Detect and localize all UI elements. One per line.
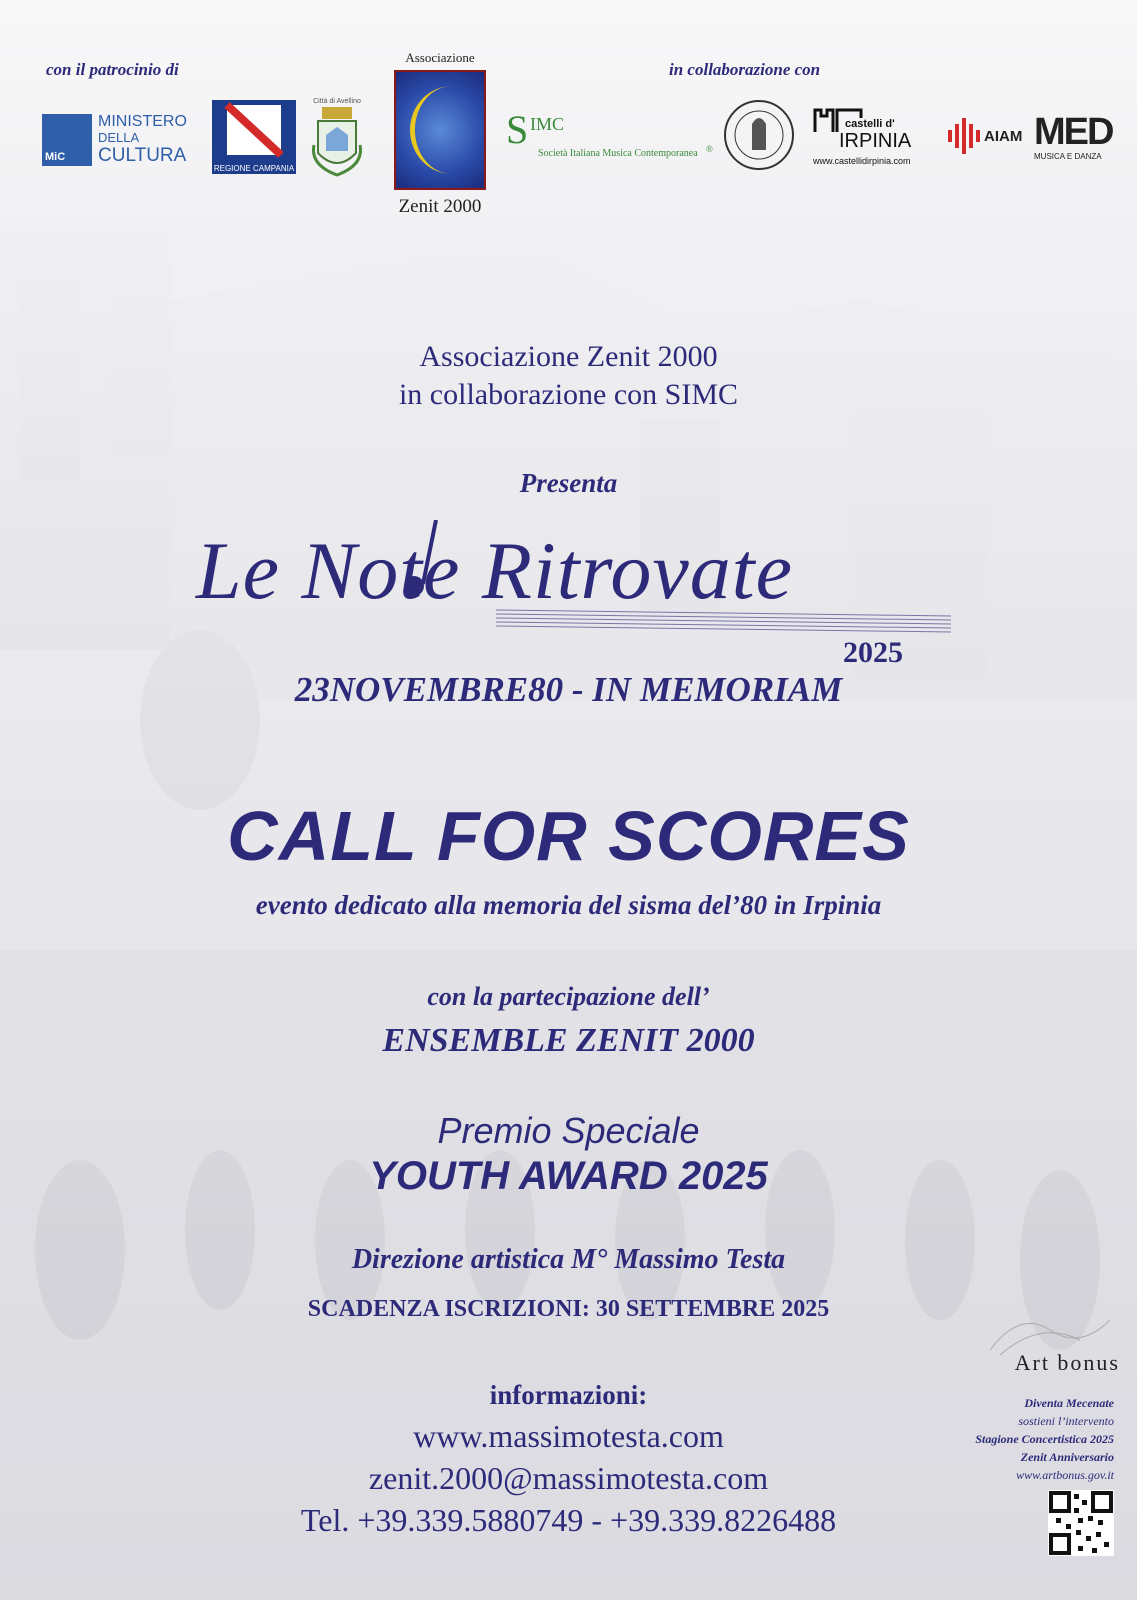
qr-code-icon[interactable] (1048, 1490, 1114, 1556)
contact-phone: Tel. +39.339.5880749 - +39.339.8226488 (300, 1502, 837, 1538)
associazione-zenit-logo (393, 50, 487, 230)
brand-subtitle: 23NOVEMBRE80 - IN MEMORIAM (294, 670, 843, 709)
ministero-line1: MINISTERO (98, 113, 187, 130)
castelli-line2: IRPINIA (839, 130, 912, 152)
castelli-url: www.castellidirpinia.com (813, 156, 911, 166)
citta-caption: Città di Avellino (313, 98, 361, 105)
mic-emblem (42, 114, 92, 166)
artbonus-line5[interactable]: www.artbonus.gov.it (1016, 1468, 1114, 1482)
brand-title-logo (196, 520, 956, 650)
contact-email[interactable]: zenit.2000@massimotesta.com (368, 1460, 769, 1496)
castelli-irpinia-logo (813, 104, 933, 174)
artbonus-block (940, 1300, 1120, 1560)
ministero-line2: DELLA (98, 130, 140, 145)
headline: CALL FOR SCORES (227, 797, 910, 875)
castelli-line1: castelli d' (845, 118, 895, 130)
prize-line1: Premio Speciale (437, 1110, 700, 1151)
presenta-label: Presenta (519, 468, 618, 498)
simc-caption: Società Italiana Musica Contemporanea (538, 148, 698, 159)
aiam-logo (948, 116, 1024, 164)
brand-year: 2025 (843, 636, 903, 669)
ensemble-name: ENSEMBLE ZENIT 2000 (382, 1022, 755, 1059)
simc-imc: IMC (530, 114, 565, 134)
event-description: evento dedicato alla memoria del sisma del’80 in Irpinia (255, 890, 882, 920)
artbonus-line3: Stagione Concertistica 2025 (975, 1432, 1114, 1446)
artistic-direction: Direzione artistica M° Massimo Testa (351, 1244, 786, 1275)
med-logo (1034, 111, 1113, 172)
simc-s: S (506, 107, 529, 152)
artbonus-line1: Diventa Mecenate (1024, 1396, 1114, 1410)
aiam-name: AIAM (984, 128, 1023, 145)
med-name: MED (1034, 111, 1113, 153)
avellino-coat-of-arms-icon (308, 105, 366, 179)
simc-registered: ® (706, 144, 713, 154)
associazione-bottom: Zenit 2000 (398, 196, 482, 217)
prize-line2: YOUTH AWARD 2025 (369, 1154, 768, 1198)
intro-line2: in collaborazione con SIMC (398, 378, 739, 411)
associazione-top: Associazione (405, 50, 475, 65)
contacts-label: informazioni: (489, 1380, 648, 1410)
ministero-cultura-logo (42, 114, 202, 168)
patronage-label: con il patrocinio di (46, 60, 179, 79)
med-caption: MUSICA E DANZA (1034, 152, 1102, 161)
regione-shield-icon (213, 101, 295, 159)
artbonus-line4: Zenit Anniversario (1020, 1450, 1114, 1464)
citta-avellino-logo (308, 98, 366, 182)
sound-bars-icon (948, 116, 982, 156)
contact-website[interactable]: www.massimotesta.com (413, 1418, 724, 1454)
collaboration-label: in collaborazione con (669, 60, 821, 79)
seal-icon (722, 98, 796, 172)
simc-logo (506, 107, 716, 170)
brand-title: Le Note Ritrovate (196, 525, 793, 616)
artbonus-line2: sostieni l’intervento (1018, 1414, 1114, 1428)
ministero-line3: CULTURA (98, 145, 187, 166)
intro-line1: Associazione Zenit 2000 (419, 340, 718, 373)
moon-icon (396, 72, 484, 188)
participation-label: con la partecipazione dell’ (427, 982, 710, 1011)
artbonus-logo: Art bonus (1014, 1350, 1120, 1375)
regione-caption: REGIONE CAMPANIA (213, 164, 295, 173)
regione-campania-logo (212, 100, 296, 174)
registration-deadline: SCADENZA ISCRIZIONI: 30 SETTEMBRE 2025 (307, 1296, 830, 1322)
mic-text: MiC (45, 151, 66, 163)
seal-logo (722, 98, 796, 172)
